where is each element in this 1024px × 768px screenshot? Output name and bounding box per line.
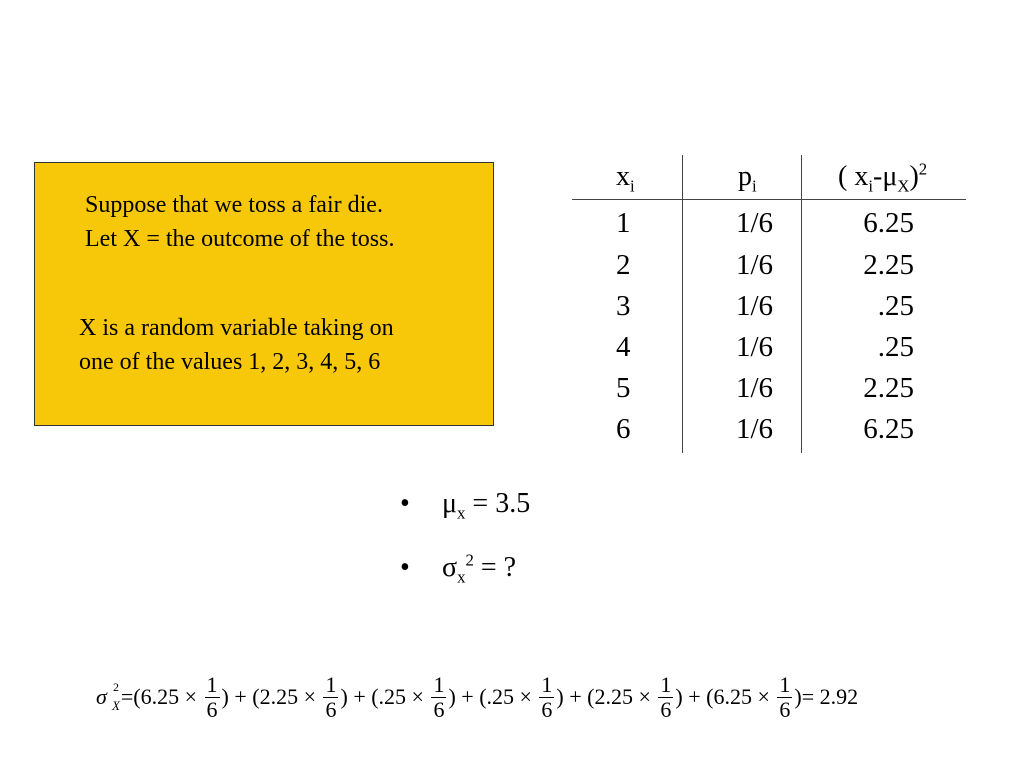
- header-deviation: ( $x_i-\mu_X)^2$: [838, 159, 928, 196]
- fraction-numerator: 1: [206, 671, 218, 697]
- variance-formula: [96, 664, 858, 730]
- probability-table: [572, 155, 966, 453]
- bullet-mean: • $\mu_x = 3.5$: [400, 488, 531, 523]
- formula-fraction: [205, 673, 220, 722]
- table-cell-deviation: 2.25: [863, 249, 914, 281]
- table-cell-x: 2: [616, 249, 631, 281]
- fraction-denominator: 6: [206, 696, 218, 722]
- table-cell-p: 1/6: [736, 372, 774, 404]
- table-cell-x: 1: [616, 207, 631, 239]
- formula-equals: =: [120, 684, 134, 709]
- table-cell-p: 1/6: [736, 290, 774, 322]
- formula-term-close: ): [221, 684, 229, 709]
- formula-term-open: + (2.25 ×: [228, 684, 322, 709]
- formula-result: = 2.92: [801, 684, 859, 709]
- bullet-marker: •: [400, 552, 410, 583]
- header-p: $p_i$: [738, 161, 757, 196]
- formula-fraction: [323, 673, 338, 722]
- info-line-1: Suppose that we toss a fair die.: [85, 192, 383, 218]
- table-cell-x: 4: [616, 331, 631, 363]
- info-box: [34, 162, 494, 426]
- info-line-4: one of the values 1, 2, 3, 4, 5, 6: [79, 349, 381, 375]
- formula-sigma: σ 2 X: [96, 680, 120, 713]
- fraction-denominator: 6: [779, 696, 791, 722]
- table-cell-deviation: 6.25: [863, 413, 914, 445]
- fraction-numerator: 1: [325, 671, 337, 697]
- fraction-denominator: 6: [660, 696, 672, 722]
- fraction-denominator: 6: [433, 696, 445, 722]
- formula-term-open: + (2.25 ×: [563, 684, 657, 709]
- table-cell-p: 1/6: [736, 331, 774, 363]
- formula-fraction: [777, 673, 792, 722]
- formula-term-open: (6.25 ×: [133, 684, 203, 709]
- formula-fraction: [431, 673, 446, 722]
- bullet-marker: •: [400, 488, 410, 519]
- formula-fraction: [658, 673, 673, 722]
- formula-term-close: ): [448, 684, 456, 709]
- fraction-denominator: 6: [325, 696, 337, 722]
- bullet-variance: • $\sigma_x^2$ = ?: [400, 550, 517, 587]
- table-cell-p: 1/6: [736, 413, 774, 445]
- table-cell-deviation: 6.25: [863, 207, 914, 239]
- formula-term-open: + (6.25 ×: [682, 684, 776, 709]
- table-cell-p: 1/6: [736, 249, 774, 281]
- fraction-numerator: 1: [433, 671, 445, 697]
- table-cell-x: 5: [616, 372, 631, 404]
- formula-term-close: ): [340, 684, 348, 709]
- table-cell-deviation: .25: [877, 331, 914, 363]
- fraction-numerator: 1: [660, 671, 672, 697]
- formula-term-close: ): [794, 684, 802, 709]
- table-cell-deviation: .25: [877, 290, 914, 322]
- header-x: $x_i$: [616, 161, 635, 196]
- table-cell-p: 1/6: [736, 207, 774, 239]
- fraction-numerator: 1: [779, 671, 791, 697]
- formula-fraction: [539, 673, 554, 722]
- table-cell-x: 3: [616, 290, 631, 322]
- table-cell-deviation: 2.25: [863, 372, 914, 404]
- fraction-denominator: 6: [541, 696, 553, 722]
- info-line-3: X is a random variable taking on: [79, 315, 394, 341]
- info-line-2: Let X = the outcome of the toss.: [85, 226, 395, 252]
- formula-term-open: + (.25 ×: [455, 684, 538, 709]
- table-cell-x: 6: [616, 413, 631, 445]
- formula-term-open: + (.25 ×: [347, 684, 430, 709]
- table-header-rule: [572, 199, 966, 200]
- formula-term-close: ): [556, 684, 564, 709]
- fraction-numerator: 1: [541, 671, 553, 697]
- formula-term-close: ): [675, 684, 683, 709]
